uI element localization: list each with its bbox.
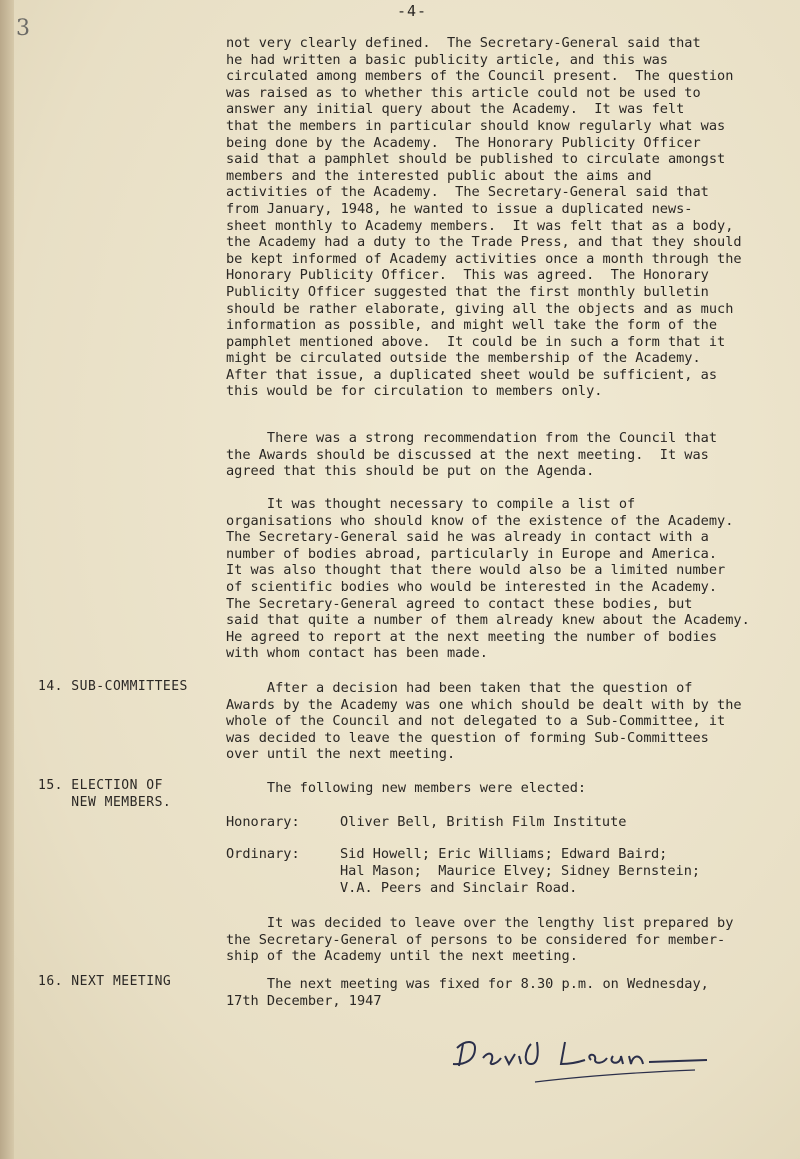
ordinary-label: Ordinary: xyxy=(226,846,300,862)
section-16-text: The next meeting was fixed for 8.30 p.m. on Wednesday, 17th December, 1947 xyxy=(226,976,709,1009)
section-14-heading: 14. SUB-COMMITTEES xyxy=(38,679,188,694)
section-15-text: It was decided to leave over the lengthy list prepared by the Secretary-General of persons to be considered for member- ship of the Academy until the next meeting. xyxy=(226,915,734,965)
section-15-heading: 15. ELECTION OF NEW MEMBERS. xyxy=(38,778,172,810)
section-14-text: After a decision had been taken that the question of Awards by the Academy was one which should be dealt with by the whole of the Council and not delegated to a Sub-Committee, it was decided to leave the question of forming Sub-Committees over until the next meeting. xyxy=(226,680,742,763)
ordinary-value: Sid Howell; Eric Williams; Edward Baird; Hal Mason; Maurice Elvey; Sidney Bernstein; V.A. Peers and Sinclair Road. xyxy=(340,846,701,896)
page-number: -4- xyxy=(397,2,428,20)
page-tab-number: 3 xyxy=(16,16,30,41)
binding-edge xyxy=(0,0,14,1159)
paragraph-publicity: not very clearly defined. The Secretary-General said that he had written a basic publicity article, and this was circulated among members of the Council present. The question was raised as to whether this article could not be used to answer any initial query about the Academy. It was felt that the members in particular should know regularly what was being done by the Academy. The Honorary Publicity Officer said that a pamphlet should be published to circulate amongst members and the interested public about the aims and activities of the Academy. The Secretary-General said that from January, 1948, he wanted to issue a duplicated news- sheet monthly to Academy members. It was felt that as a body, the Academy had a duty to the Trade Press, and that they should be kept informed of Academy activities once a month through the Honorary Publicity Officer. This was agreed. The Honorary Publicity Officer suggested that the first monthly bulletin should be rather elaborate, giving all the objects and as much information as possible, and might well take the form of the pamphlet mentioned above. It could be in such a form that it might be circulated outside the membership of the Academy. After that issue, a duplicated sheet would be sufficient, as this would be for circulation to members only. xyxy=(226,35,742,400)
paragraph-awards: There was a strong recommendation from the Council that the Awards should be discussed at the next meeting. It was agreed that this should be put on the Agenda. xyxy=(226,430,718,480)
section-15-intro: The following new members were elected: xyxy=(226,780,587,796)
honorary-label: Honorary: xyxy=(226,814,300,830)
paragraph-organisations: It was thought necessary to compile a list of organisations who should know of the existence of the Academy. The Secretary-General said he was already in contact with a number of bodies abroad, particularly in Europe and America. It was also thought that there would also be a limited number of scientific bodies who would be interested in the Academy. The Secretary-General agreed to contact these bodies, but said that quite a number of them already knew about the Academy. He agreed to report at the next meeting the number of bodies with whom contact has been made. xyxy=(226,496,750,662)
handwritten-signature xyxy=(445,1020,715,1090)
honorary-value: Oliver Bell, British Film Institute xyxy=(340,814,627,830)
section-16-heading: 16. NEXT MEETING xyxy=(38,974,172,989)
